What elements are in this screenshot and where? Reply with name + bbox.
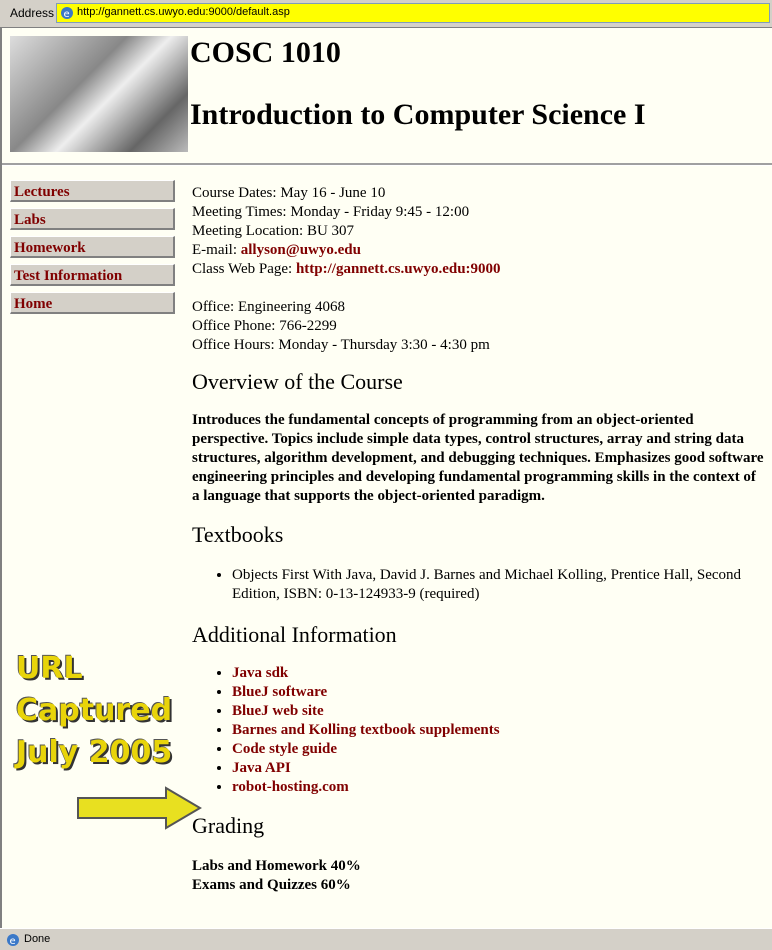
sidebar-nav — [10, 180, 175, 320]
nav-test-information[interactable]: Test Information — [10, 264, 175, 286]
office-text: Office: Engineering 4068 — [192, 299, 346, 315]
dates-label: Course Dates: — [192, 185, 277, 201]
additional-heading: Additional Information — [192, 622, 397, 647]
status-text: Done — [24, 933, 51, 945]
dates-value: May 16 - June 10 — [280, 185, 386, 201]
grading-heading: Grading — [192, 813, 265, 838]
banner-image — [10, 36, 188, 152]
overlay-line-1: URL — [16, 651, 83, 686]
overview-text: Introduces the fundamental concepts of programming from an object-oriented perspective. Topics include simple data types, control structures, array and string data structures, algorithm development, and debugging techniques. Emphasizes good software engineering principles and developing fundamental programming skills in the context of a language that supports the object-oriented paradigm. — [192, 412, 764, 504]
arrow-right-icon — [74, 786, 204, 830]
email-link[interactable]: allyson@uwyo.edu — [240, 242, 361, 258]
link-code-style-guide[interactable]: Code style guide — [232, 741, 337, 757]
location-label: Meeting Location: — [192, 223, 304, 239]
grading-line-exams: Exams and Quizzes 60% — [192, 877, 351, 893]
ie-page-icon — [6, 933, 20, 947]
grading-line-labs: Labs and Homework 40% — [192, 858, 361, 874]
hours-text: Office Hours: Monday - Thursday 3:30 - 4:30 pm — [192, 337, 490, 353]
divider — [2, 163, 772, 166]
page-content — [0, 28, 772, 928]
svg-text:e: e — [9, 936, 16, 947]
ie-page-icon — [60, 6, 74, 20]
times-label: Meeting Times: — [192, 204, 287, 220]
textbook-item: • Objects First With Java, David J. Barnes and Michael Kolling, Prentice Hall, Second Edition, ISBN: 0-13-124933-9 (required) — [232, 566, 767, 604]
link-java-sdk[interactable]: Java sdk — [232, 665, 289, 681]
nav-homework[interactable]: Homework — [10, 236, 175, 258]
link-textbook-supplements[interactable]: Barnes and Kolling textbook supplements — [232, 722, 500, 738]
phone-text: Office Phone: 766-2299 — [192, 318, 337, 334]
course-code: COSC 1010 — [190, 36, 341, 69]
link-java-api[interactable]: Java API — [232, 760, 291, 776]
address-bar — [0, 0, 772, 28]
location-value: BU 307 — [306, 223, 355, 239]
overlay-line-3: July 2005 — [16, 735, 173, 770]
link-bluej-software[interactable]: BlueJ software — [232, 684, 328, 700]
nav-labs[interactable]: Labs — [10, 208, 175, 230]
email-label: E-mail: — [192, 242, 237, 258]
additional-links-list — [192, 664, 767, 797]
overview-heading: Overview of the Course — [192, 369, 403, 394]
textbooks-list — [192, 566, 767, 604]
web-label: Class Web Page: — [192, 261, 293, 277]
link-robot-hosting[interactable]: robot-hosting.com — [232, 779, 349, 795]
svg-text:e: e — [63, 9, 70, 20]
capture-overlay — [16, 648, 186, 774]
status-bar — [0, 928, 772, 950]
course-title: Introduction to Computer Science I — [190, 98, 646, 131]
times-value: Monday - Friday 9:45 - 12:00 — [290, 204, 470, 220]
url-text: http://gannett.cs.uwyo.edu:9000/default.asp — [77, 6, 290, 18]
nav-lectures[interactable]: Lectures — [10, 180, 175, 202]
overlay-line-2: Captured — [16, 693, 173, 728]
nav-home[interactable]: Home — [10, 292, 175, 314]
main-content — [192, 184, 767, 895]
textbooks-heading: Textbooks — [192, 522, 284, 547]
address-label: Address — [10, 6, 55, 20]
web-link[interactable]: http://gannett.cs.uwyo.edu:9000 — [295, 261, 501, 277]
url-field[interactable] — [56, 3, 770, 23]
link-bluej-website[interactable]: BlueJ web site — [232, 703, 324, 719]
